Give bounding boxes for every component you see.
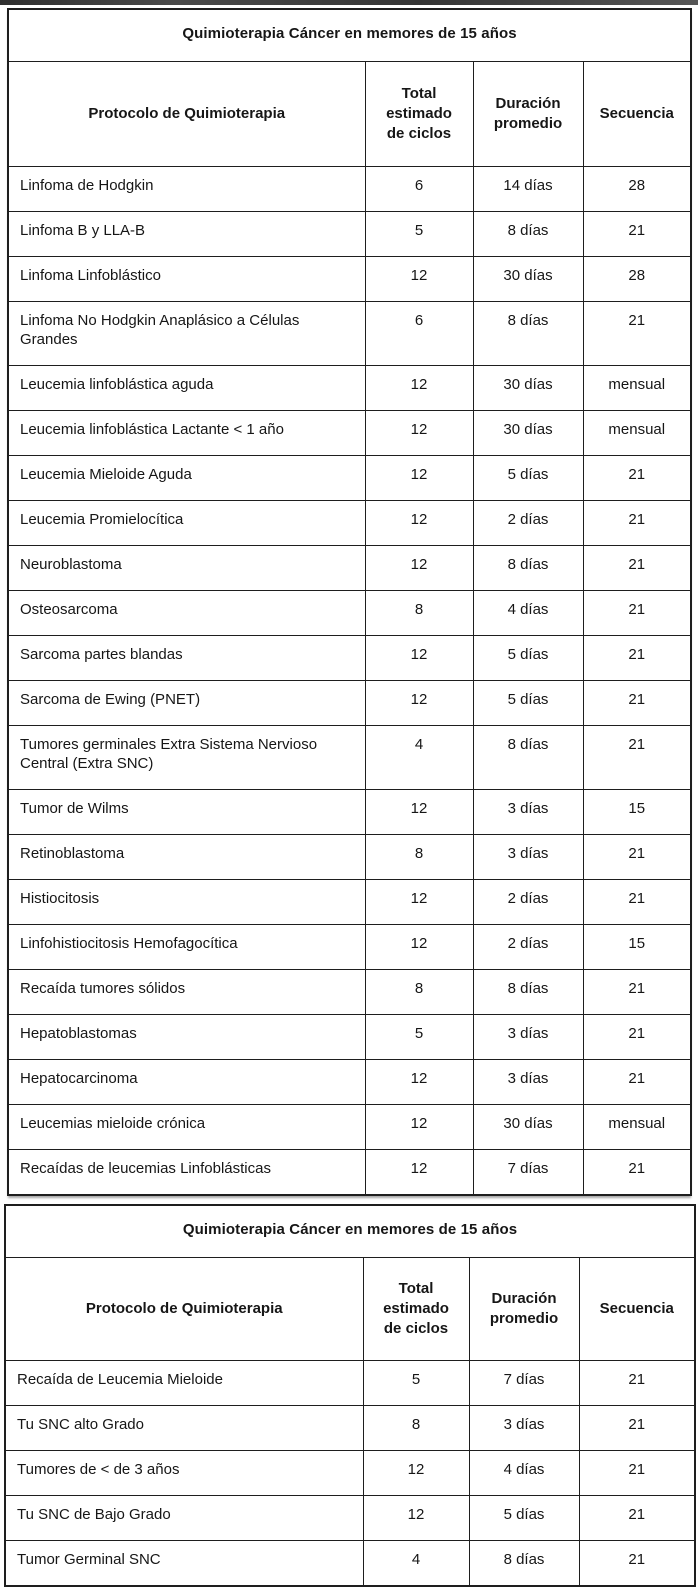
secuencia-cell: 15 — [583, 925, 691, 970]
duracion-cell: 7 días — [469, 1361, 579, 1406]
chemo-table-1 — [7, 8, 692, 1196]
secuencia-cell: 21 — [583, 1060, 691, 1105]
column-header-duracion: Duración promedio — [469, 1258, 579, 1361]
secuencia-cell: mensual — [583, 411, 691, 456]
duracion-cell: 2 días — [473, 880, 583, 925]
protocol-cell: Leucemia linfoblástica Lactante < 1 año — [8, 411, 365, 456]
duracion-cell: 8 días — [469, 1541, 579, 1587]
table-row — [5, 1496, 695, 1541]
protocol-cell: Tumor de Wilms — [8, 790, 365, 835]
secuencia-cell: mensual — [583, 1105, 691, 1150]
ciclos-cell: 12 — [365, 636, 473, 681]
duracion-cell: 14 días — [473, 167, 583, 212]
table-row — [8, 835, 691, 880]
protocol-cell: Sarcoma de Ewing (PNET) — [8, 681, 365, 726]
duracion-cell: 3 días — [469, 1406, 579, 1451]
secuencia-cell: 21 — [579, 1361, 695, 1406]
column-header-secuencia: Secuencia — [583, 62, 691, 167]
protocol-cell: Tumor Germinal SNC — [5, 1541, 363, 1587]
table-row — [8, 1060, 691, 1105]
column-header-protocolo: Protocolo de Quimioterapia — [5, 1258, 363, 1361]
protocol-cell: Linfoma B y LLA-B — [8, 212, 365, 257]
table-title: Quimioterapia Cáncer en memores de 15 años — [5, 1205, 695, 1258]
ciclos-cell: 12 — [365, 257, 473, 302]
ciclos-cell: 12 — [365, 411, 473, 456]
secuencia-cell: 21 — [583, 302, 691, 366]
duracion-cell: 3 días — [473, 835, 583, 880]
duracion-cell: 30 días — [473, 1105, 583, 1150]
table-row — [8, 1015, 691, 1060]
secuencia-cell: 21 — [583, 591, 691, 636]
table-body — [5, 1361, 695, 1587]
column-header-total-ciclos: Total estimado de ciclos — [363, 1258, 469, 1361]
protocol-cell: Hepatoblastomas — [8, 1015, 365, 1060]
duracion-cell: 2 días — [473, 925, 583, 970]
duracion-cell: 8 días — [473, 726, 583, 790]
ciclos-cell: 12 — [365, 1150, 473, 1196]
duracion-cell: 4 días — [469, 1451, 579, 1496]
ciclos-cell: 5 — [365, 1015, 473, 1060]
protocol-cell: Linfohistiocitosis Hemofagocítica — [8, 925, 365, 970]
secuencia-cell: 28 — [583, 257, 691, 302]
protocol-cell: Tu SNC alto Grado — [5, 1406, 363, 1451]
ciclos-cell: 6 — [365, 302, 473, 366]
table-row — [8, 681, 691, 726]
ciclos-cell: 12 — [365, 1060, 473, 1105]
secuencia-cell: 21 — [583, 1150, 691, 1196]
duracion-cell: 3 días — [473, 1015, 583, 1060]
table-row — [8, 880, 691, 925]
secuencia-cell: 21 — [583, 880, 691, 925]
column-header-duracion: Duración promedio — [473, 62, 583, 167]
duracion-cell: 30 días — [473, 366, 583, 411]
ciclos-cell: 12 — [365, 1105, 473, 1150]
duracion-cell: 8 días — [473, 546, 583, 591]
protocol-cell: Retinoblastoma — [8, 835, 365, 880]
ciclos-cell: 8 — [363, 1406, 469, 1451]
table-row — [8, 925, 691, 970]
protocol-cell: Leucemias mieloide crónica — [8, 1105, 365, 1150]
table-row — [8, 591, 691, 636]
table-row — [8, 790, 691, 835]
protocol-cell: Recaída de Leucemia Mieloide — [5, 1361, 363, 1406]
duracion-cell: 8 días — [473, 302, 583, 366]
ciclos-cell: 12 — [365, 501, 473, 546]
ciclos-cell: 6 — [365, 167, 473, 212]
table-body — [8, 167, 691, 1196]
secuencia-cell: 28 — [583, 167, 691, 212]
duracion-cell: 8 días — [473, 970, 583, 1015]
ciclos-cell: 5 — [363, 1361, 469, 1406]
duracion-cell: 8 días — [473, 212, 583, 257]
header-row — [8, 62, 691, 167]
duracion-cell: 3 días — [473, 1060, 583, 1105]
protocol-cell: Tumores de < de 3 años — [5, 1451, 363, 1496]
duracion-cell: 2 días — [473, 501, 583, 546]
protocol-cell: Tumores germinales Extra Sistema Nervioso Central (Extra SNC) — [8, 726, 365, 790]
column-header-protocolo: Protocolo de Quimioterapia — [8, 62, 365, 167]
table-row — [5, 1541, 695, 1587]
table-row — [5, 1451, 695, 1496]
duracion-cell: 5 días — [473, 456, 583, 501]
table-row — [8, 366, 691, 411]
ciclos-cell: 12 — [365, 366, 473, 411]
secuencia-cell: 21 — [583, 970, 691, 1015]
secuencia-cell: 21 — [583, 835, 691, 880]
table-row — [8, 546, 691, 591]
duracion-cell: 4 días — [473, 591, 583, 636]
header-row — [5, 1258, 695, 1361]
table-row — [8, 1150, 691, 1196]
duracion-cell: 3 días — [473, 790, 583, 835]
protocol-cell: Leucemia Mieloide Aguda — [8, 456, 365, 501]
secuencia-cell: 21 — [583, 1015, 691, 1060]
ciclos-cell: 12 — [363, 1451, 469, 1496]
duracion-cell: 5 días — [473, 636, 583, 681]
table-row — [8, 1105, 691, 1150]
title-row — [8, 9, 691, 62]
secuencia-cell: 21 — [579, 1496, 695, 1541]
ciclos-cell: 12 — [365, 790, 473, 835]
protocol-cell: Leucemia linfoblástica aguda — [8, 366, 365, 411]
ciclos-cell: 12 — [365, 456, 473, 501]
table-row — [8, 726, 691, 790]
scan-page-edge-artifact — [0, 0, 698, 5]
secuencia-cell: 21 — [583, 681, 691, 726]
secuencia-cell: 21 — [583, 726, 691, 790]
table-row — [5, 1406, 695, 1451]
protocol-cell: Sarcoma partes blandas — [8, 636, 365, 681]
table-row — [8, 257, 691, 302]
ciclos-cell: 4 — [363, 1541, 469, 1587]
duracion-cell: 30 días — [473, 257, 583, 302]
column-header-total-ciclos: Total estimado de ciclos — [365, 62, 473, 167]
title-row — [5, 1205, 695, 1258]
ciclos-cell: 12 — [365, 681, 473, 726]
secuencia-cell: 21 — [579, 1406, 695, 1451]
protocol-cell: Recaída tumores sólidos — [8, 970, 365, 1015]
duracion-cell: 5 días — [469, 1496, 579, 1541]
table-row — [8, 302, 691, 366]
protocol-cell: Hepatocarcinoma — [8, 1060, 365, 1105]
protocol-cell: Neuroblastoma — [8, 546, 365, 591]
secuencia-cell: 21 — [583, 212, 691, 257]
ciclos-cell: 5 — [365, 212, 473, 257]
duracion-cell: 7 días — [473, 1150, 583, 1196]
ciclos-cell: 12 — [365, 925, 473, 970]
table-row — [5, 1361, 695, 1406]
ciclos-cell: 8 — [365, 835, 473, 880]
secuencia-cell: 21 — [583, 456, 691, 501]
table-row — [8, 212, 691, 257]
secuencia-cell: 21 — [579, 1451, 695, 1496]
table-row — [8, 411, 691, 456]
protocol-cell: Linfoma de Hodgkin — [8, 167, 365, 212]
table-row — [8, 456, 691, 501]
secuencia-cell: 21 — [583, 546, 691, 591]
ciclos-cell: 8 — [365, 970, 473, 1015]
ciclos-cell: 8 — [365, 591, 473, 636]
table-row — [8, 970, 691, 1015]
chemo-table-2 — [4, 1204, 696, 1587]
protocol-cell: Linfoma Linfoblástico — [8, 257, 365, 302]
table-row — [8, 636, 691, 681]
protocol-cell: Recaídas de leucemias Linfoblásticas — [8, 1150, 365, 1196]
ciclos-cell: 4 — [365, 726, 473, 790]
duracion-cell: 30 días — [473, 411, 583, 456]
duracion-cell: 5 días — [473, 681, 583, 726]
ciclos-cell: 12 — [363, 1496, 469, 1541]
protocol-cell: Osteosarcoma — [8, 591, 365, 636]
protocol-cell: Tu SNC de Bajo Grado — [5, 1496, 363, 1541]
secuencia-cell: 15 — [583, 790, 691, 835]
ciclos-cell: 12 — [365, 546, 473, 591]
protocol-cell: Linfoma No Hodgkin Anaplásico a Células Grandes — [8, 302, 365, 366]
secuencia-cell: mensual — [583, 366, 691, 411]
secuencia-cell: 21 — [579, 1541, 695, 1587]
ciclos-cell: 12 — [365, 880, 473, 925]
secuencia-cell: 21 — [583, 501, 691, 546]
column-header-secuencia: Secuencia — [579, 1258, 695, 1361]
protocol-cell: Histiocitosis — [8, 880, 365, 925]
table-row — [8, 501, 691, 546]
secuencia-cell: 21 — [583, 636, 691, 681]
protocol-cell: Leucemia Promielocítica — [8, 501, 365, 546]
table-row — [8, 167, 691, 212]
table-title: Quimioterapia Cáncer en memores de 15 años — [8, 9, 691, 62]
